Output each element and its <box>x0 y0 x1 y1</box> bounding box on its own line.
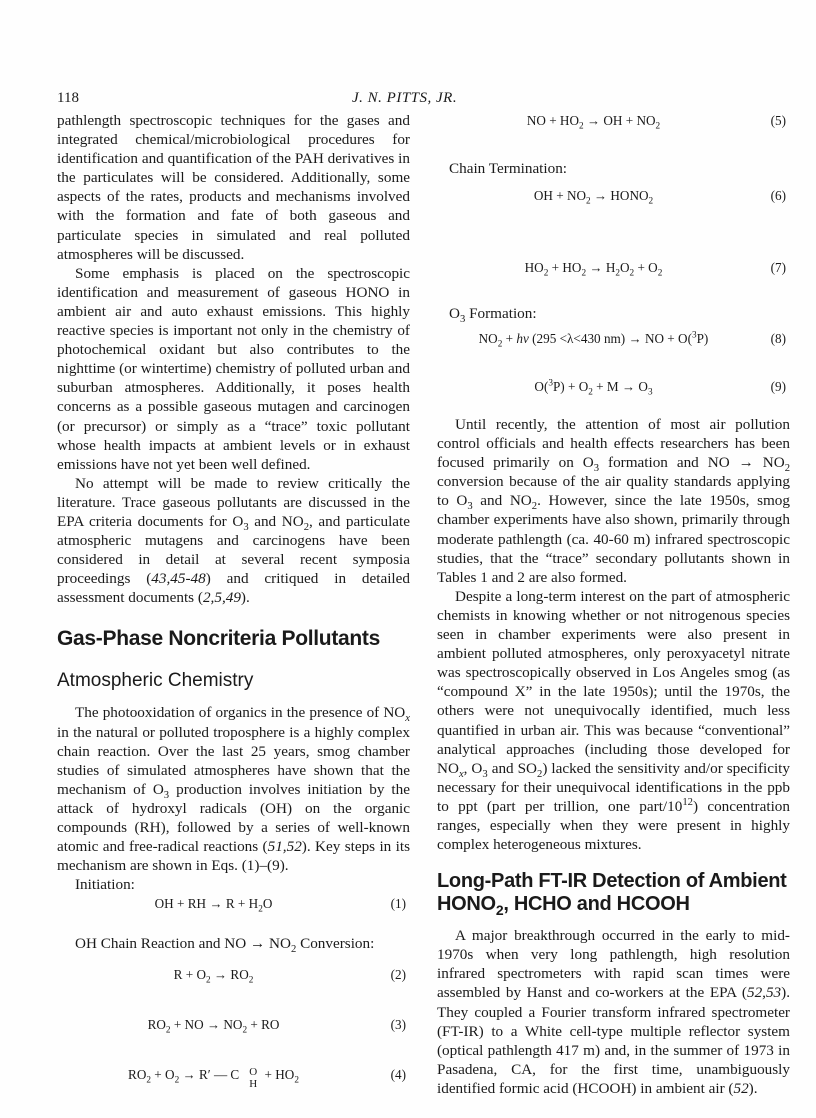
citation: 52,53 <box>746 984 782 1002</box>
running-header <box>0 90 816 110</box>
aldehyde-group: O H <box>249 1066 258 1091</box>
paragraph-breakthrough: A major breakthrough occurred in the early to mid-1970s when very long pathlength, high resolution infrared spectrometers with rapid scan times were assembled by Hanst and co-workers at the EPA (52,53). They coupled a Fourier transform infrared spectrometer (FT-IR) to a White cell-type multiple reflector system (optical pathlength 417 m) and, in the summer of 1973 in Pasadena, CA, for the first time, unambiguously identified formic acid (HCOOH) in ambient air (52). <box>437 927 790 1097</box>
equation-1: OH + RH → $R + H_2O$ (1) <box>154 896 406 914</box>
paragraph-intro-continued: pathlength spectroscopic techniques for the gases and integrated chemical/microbiological procedures for identification and quantification of the PAH derivatives in the particulates will be considered. Additionally, some aspects of the rates, products and mechanisms involved with the formation and fate of both gaseous and particulate species in simulated and real polluted atmospheres will be discussed. <box>57 112 410 263</box>
equation-9: $O(^3P) + O_2 + M \to O_3$ (9) <box>534 377 786 397</box>
equation-8: $NO_2 + h\nu$ (295 <λ<430 nm) → NO + O($^3$P) (8) <box>478 329 786 349</box>
page-number: 118 <box>57 90 79 106</box>
equation-number: (5) <box>770 113 786 128</box>
label-initiation: Initiation: <box>75 876 135 894</box>
section-heading-gas-phase: Gas-Phase Noncriteria Pollutants <box>57 627 380 651</box>
equation-number: (9) <box>770 379 786 394</box>
equation-number: (3) <box>390 1017 406 1033</box>
equation-5: NO + $HO_2$ → OH + $NO_2$ (5) <box>526 113 786 131</box>
equation-number: (4) <box>390 1067 406 1083</box>
paragraph-until-recently: Until recently, the attention of most air pollution control officials and health effects researchers has been focused primarily on $O_3$ formation and NO → $NO_2$ conversion because of the air quality standards applying to $O_3$ and $NO_2$. However, since the late 1950s, smog chamber experiments have also shown, primarily through moderate pathlength (ca. 40-60 m) infrared spectroscopic studies, that the “trace” secondary pollutants shown in Tables 1 and 2 are also formed. <box>437 416 790 586</box>
label-chain-termination: Chain Termination: <box>449 160 568 177</box>
equation-number: (6) <box>770 188 786 203</box>
running-head-author: J. N. PITTS, JR. <box>352 90 458 106</box>
equation-number: (7) <box>770 260 786 275</box>
citation: 52 <box>733 1079 749 1097</box>
label-o3-formation: $O_3$ Formation: <box>449 305 537 326</box>
paragraph-literature: No attempt will be made to review critically the literature. Trace gaseous pollutants are discussed in the EPA criteria documents for $O_3$ and $NO_2$, and particulate atmospheric mutagens and carcinogens have been considered in detail at several recent symposia proceedings (43,45-48) and critiqued in detailed assessment documents (2,5,49). <box>57 474 410 607</box>
citation: 51,52 <box>267 838 302 856</box>
paragraph-despite: Despite a long-term interest on the part of atmospheric chemists in knowing whether or not nitrogenous species seen in chamber experiments were also present in ambient polluted atmospheres, only peroxyacetyl nitrate was spectroscopically observed in Los Angeles smog (as “compound X” in the late 1950s); until the 1970s, the others were not unequivocally identified, much less quantified in urban air. This was because “conventional” analytical approaches (including those developed for $NO_x$, $O_3$ and $SO_2$) lacked the sensitivity and/or specificity necessary for their unequivocal identifications in the ppb to ppt (part per trillion, one part/$10^{12}$) concentration ranges, especially when they were present in highly complex heterogeneous mixtures. <box>437 587 790 854</box>
label-chain-reaction: OH Chain Reaction and NO → $NO_2$ Conversion: <box>75 935 375 956</box>
equation-7: $HO_2 + HO_2 \to H_2O_2 + O_2$ (7) <box>524 260 786 278</box>
equation-number: (2) <box>390 967 406 983</box>
left-column <box>57 111 410 1091</box>
equation-3: $RO_2$ + NO → $NO_2$ + RO (3) <box>147 1017 406 1035</box>
subsection-heading-atmospheric-chemistry: Atmospheric Chemistry <box>57 670 254 692</box>
equation-number: (8) <box>770 331 786 346</box>
equation-6: OH + $NO_2$ → $HONO_2$ (6) <box>533 188 786 206</box>
paragraph-hono-emphasis: Some emphasis is placed on the spectroscopic identification and measurement of gaseous HONO in ambient air and auto exhaust emissions. This highly reactive species is important not only in the chemistry of photochemical oxidant but also contributes to the nighttime (or wintertime) chemistry of polluted urban and suburban atmospheres. Additionally, it poses health concerns as a possible gaseous mutagen and carcinogen (or precursor) or simply as a “trace” toxic pollutant whose health impacts at ambient levels or in exhaust emissions have not yet been well defined. <box>57 264 410 473</box>
citation: 43,45-48 <box>151 570 206 588</box>
equation-4: $RO_2 + O_2 \to R'$ — C O H + $HO_2$ (4) <box>128 1066 406 1091</box>
citation: 2,5,49 <box>202 589 241 607</box>
right-column <box>437 111 790 1098</box>
paragraph-photooxidation: The photooxidation of organics in the presence of $NO_x$ in the natural or polluted troposphere is a highly complex chain reaction. Over the last 25 years, smog chamber studies of simulated atmospheres have shown that the mechanism of $O_3$ production involves initiation by the attack of hydroxyl radicals (OH) on the organic compounds (RH), followed by a series of well-known atomic and free-radical reactions (51,52). Key steps in its mechanism are shown in Eqs. (1)–(9). <box>57 704 410 875</box>
equation-number: (1) <box>390 896 406 912</box>
section-heading-long-path-ftir: Long-Path FT-IR Detection of Ambient $HONO_2$, HCHO and HCOOH <box>437 870 787 919</box>
equation-2: $R + O_2 \to RO_2$ (2) <box>173 967 406 985</box>
